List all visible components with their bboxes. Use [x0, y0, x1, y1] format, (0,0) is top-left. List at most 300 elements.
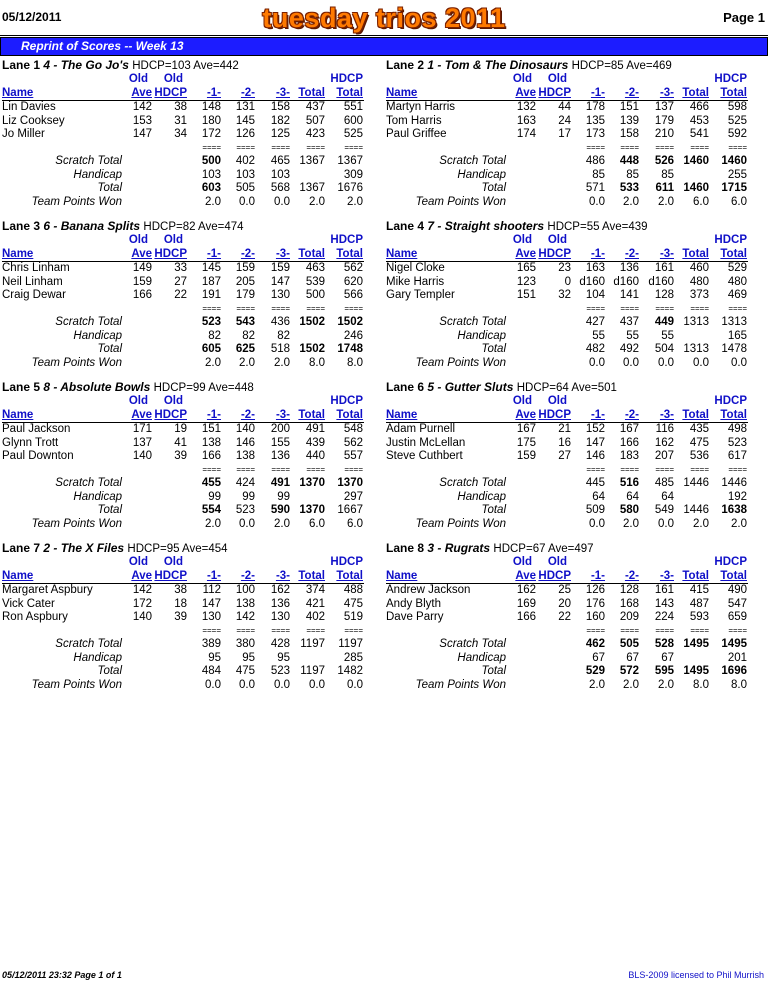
total-row-value: 1748 — [337, 343, 363, 355]
team-points-row-value: 8.0 — [309, 357, 325, 369]
lane-number: Lane 1 — [2, 58, 41, 72]
total-row-value: 1638 — [721, 504, 747, 516]
team-name: 4 - The Go Jo's — [43, 58, 129, 72]
handicap-row-value: 82 — [208, 330, 221, 342]
player-score: 38 — [174, 101, 187, 113]
team-points-row-label: Team Points Won — [415, 518, 506, 530]
total-row-value: 571 — [585, 182, 605, 194]
team-points-row-label: Team Points Won — [31, 518, 122, 530]
player-score: 166 — [516, 611, 536, 623]
team-points-row-value: 0.0 — [239, 679, 255, 691]
handicap-row-label: Handicap — [457, 169, 506, 181]
separator-mark: ==== — [728, 626, 747, 635]
player-score: 130 — [201, 611, 221, 623]
footer-license: BLS-2009 licensed to Phil Murrish — [628, 970, 764, 980]
team-info: HDCP=82 Ave=474 — [143, 221, 244, 233]
col-header-ave: Ave — [131, 409, 152, 421]
player-score: 123 — [516, 275, 536, 288]
scratch-total-label: Scratch Total — [439, 477, 506, 489]
scratch-total-label: Scratch Total — [439, 638, 506, 650]
handicap-row-value: 67 — [661, 652, 674, 664]
scratch-total-value: 448 — [619, 155, 639, 167]
handicap-row-value: 103 — [201, 169, 221, 181]
handicap-row-value: 99 — [208, 491, 221, 503]
player-score: 25 — [558, 584, 571, 596]
team-points-row-label: Team Points Won — [415, 357, 506, 369]
player-score: 149 — [132, 262, 152, 274]
banner-text: Reprint of Scores -- Week 13 — [21, 39, 184, 53]
scratch-total-value: 1460 — [683, 155, 709, 167]
team-points-row-value: 0.0 — [274, 679, 290, 691]
player-score: 138 — [235, 597, 255, 610]
player-score: 182 — [270, 114, 290, 127]
player-score: 131 — [235, 101, 255, 113]
player-score: 162 — [516, 584, 536, 596]
separator-mark: ==== — [655, 626, 674, 635]
total-row-value: 1715 — [721, 182, 747, 194]
col-header-ave: Ave — [131, 248, 152, 260]
player-score: 21 — [558, 423, 571, 435]
handicap-row-label: Handicap — [73, 169, 122, 181]
lane-heading — [386, 380, 617, 394]
player-score: 562 — [343, 436, 363, 449]
player-score: 566 — [343, 289, 363, 301]
player-score: 147 — [585, 436, 605, 449]
team-points-row-value: 2.0 — [589, 679, 605, 691]
player-score: 519 — [343, 611, 363, 623]
player-score: 143 — [654, 597, 674, 610]
handicap-row-value: 99 — [242, 491, 255, 503]
player-score: 162 — [654, 436, 674, 449]
team-points-row-label: Team Points Won — [415, 196, 506, 208]
col-header-g1: -1- — [206, 87, 221, 99]
separator-mark: ==== — [690, 626, 709, 635]
handicap-row-value: 85 — [661, 169, 674, 181]
scratch-total-value: 424 — [235, 477, 255, 489]
handicap-row-value: 85 — [626, 169, 639, 181]
player-score: 187 — [201, 275, 221, 288]
col-hdcp-total-top: HDCP — [714, 395, 747, 407]
scratch-total-value: 1495 — [721, 638, 747, 650]
scratch-total-value: 1502 — [299, 316, 325, 328]
player-score: 22 — [174, 289, 187, 301]
total-row-value: 1502 — [299, 343, 325, 355]
player-score: 224 — [654, 611, 674, 623]
col-header-ave: Ave — [515, 87, 536, 99]
player-score: 159 — [235, 262, 255, 274]
player-score: 466 — [689, 101, 709, 113]
scratch-total-label: Scratch Total — [55, 316, 122, 328]
player-score: 138 — [235, 450, 255, 462]
col-header-g2: -2- — [240, 87, 255, 99]
player-score: 142 — [132, 101, 152, 113]
scratch-total-value: 402 — [235, 155, 255, 167]
separator-mark: ==== — [728, 465, 747, 474]
team-points-row-value: 2.0 — [274, 518, 290, 530]
total-row-value: 523 — [235, 504, 255, 516]
col-old-ave: Old — [128, 395, 148, 407]
player-name: Liz Cooksey — [2, 114, 65, 127]
player-score: 159 — [270, 262, 290, 274]
handicap-row-value: 201 — [727, 652, 747, 664]
player-score: 598 — [727, 101, 747, 113]
lane-block — [384, 541, 766, 699]
total-row-value: 509 — [585, 504, 605, 516]
player-score: 536 — [689, 450, 709, 462]
scratch-total-value: 485 — [654, 477, 674, 489]
player-score: 18 — [174, 597, 187, 610]
col-old-hdcp: Old — [547, 73, 567, 85]
player-score: 167 — [516, 423, 536, 435]
player-score: 179 — [654, 114, 674, 127]
player-score: 207 — [654, 450, 674, 462]
col-header-total: Total — [682, 409, 709, 421]
lane-heading — [386, 58, 672, 72]
team-points-row-value: 0.0 — [589, 196, 605, 208]
col-header-g2: -2- — [240, 570, 255, 582]
player-score: 159 — [132, 275, 152, 288]
total-row-value: 484 — [201, 665, 221, 677]
separator-mark: ==== — [690, 143, 709, 152]
total-row-label: Total — [481, 504, 506, 516]
player-score: 136 — [619, 262, 639, 274]
col-header-total: Total — [298, 409, 325, 421]
player-score: 191 — [201, 289, 221, 301]
player-score: 147 — [201, 597, 221, 610]
player-score: 135 — [585, 114, 605, 127]
player-score: 551 — [343, 101, 363, 113]
player-score: 24 — [558, 114, 571, 127]
player-score: 130 — [270, 289, 290, 301]
player-score: 480 — [727, 275, 747, 288]
player-score: 402 — [305, 611, 325, 623]
separator-mark: ==== — [586, 626, 605, 635]
player-score: 500 — [305, 289, 325, 301]
col-header-hdcp: HDCP — [154, 409, 187, 421]
player-score: 39 — [174, 450, 187, 462]
player-score: 100 — [235, 584, 255, 596]
page-number: Page 1 — [723, 10, 765, 25]
title-rule — [0, 35, 768, 36]
player-score: 138 — [201, 436, 221, 449]
player-score: 16 — [558, 436, 571, 449]
player-score: 547 — [727, 597, 747, 610]
player-score: 469 — [727, 289, 747, 301]
team-points-row-value: 2.0 — [309, 196, 325, 208]
separator-mark: ==== — [344, 304, 363, 313]
total-row-value: 504 — [654, 343, 674, 355]
total-row-value: 1667 — [337, 504, 363, 516]
col-old-ave: Old — [512, 73, 532, 85]
col-old-ave: Old — [128, 556, 148, 568]
player-score: 166 — [619, 436, 639, 449]
player-score: 161 — [654, 584, 674, 596]
lane-heading — [2, 541, 228, 555]
player-score: 125 — [270, 128, 290, 140]
separator-mark: ==== — [202, 465, 221, 474]
player-score: 490 — [727, 584, 747, 596]
separator-mark: ==== — [202, 143, 221, 152]
separator-mark: ==== — [620, 304, 639, 313]
total-row-value: 1367 — [299, 182, 325, 194]
col-header-g2: -2- — [624, 248, 639, 260]
team-points-row-value: 6.0 — [731, 196, 747, 208]
col-name: Name — [2, 570, 34, 582]
col-header-g1: -1- — [206, 409, 221, 421]
scratch-total-value: 389 — [201, 638, 221, 650]
player-name: Justin McLellan — [386, 436, 466, 449]
player-score: 440 — [305, 450, 325, 462]
handicap-row-value: 67 — [626, 652, 639, 664]
team-points-row-value: 0.0 — [309, 679, 325, 691]
player-score: 421 — [305, 597, 325, 610]
player-score: 128 — [619, 584, 639, 596]
player-score: 169 — [516, 597, 536, 610]
col-old-ave: Old — [128, 234, 148, 246]
player-score: 153 — [132, 114, 152, 127]
player-score: 20 — [558, 597, 571, 610]
player-score: 155 — [270, 436, 290, 449]
scratch-total-value: 1460 — [721, 155, 747, 167]
player-score: 200 — [270, 423, 290, 435]
col-header-g1: -1- — [590, 570, 605, 582]
player-score: 183 — [619, 450, 639, 462]
total-row-value: 1495 — [683, 665, 709, 677]
team-name: 7 - Straight shooters — [427, 219, 545, 233]
scratch-total-value: 465 — [270, 155, 290, 167]
total-row-value: 1446 — [683, 504, 709, 516]
player-score: 34 — [174, 128, 187, 140]
total-row-value: 605 — [201, 343, 221, 355]
lane-number: Lane 8 — [386, 541, 425, 555]
player-score: 163 — [516, 114, 536, 127]
separator-mark: ==== — [306, 143, 325, 152]
handicap-row-value: 55 — [592, 330, 605, 342]
player-score: 600 — [343, 114, 363, 127]
player-score: 525 — [727, 114, 747, 127]
team-info: HDCP=103 Ave=442 — [132, 60, 239, 72]
player-name: Chris Linham — [2, 262, 70, 274]
total-row-value: 568 — [270, 182, 290, 194]
player-score: 23 — [558, 262, 571, 274]
player-score: 44 — [558, 101, 571, 113]
player-score: 132 — [516, 101, 536, 113]
col-header-g2: -2- — [240, 248, 255, 260]
total-row-value: 1370 — [299, 504, 325, 516]
separator-mark: ==== — [344, 465, 363, 474]
player-score: 33 — [174, 262, 187, 274]
player-score: 140 — [235, 423, 255, 435]
player-name: Vick Cater — [2, 597, 55, 610]
handicap-row-value: 64 — [592, 491, 605, 503]
player-score: d160 — [613, 275, 639, 288]
team-points-row-label: Team Points Won — [415, 679, 506, 691]
player-score: 205 — [235, 275, 255, 288]
team-points-row-value: 8.0 — [693, 679, 709, 691]
total-row-value: 554 — [201, 504, 221, 516]
player-score: 179 — [235, 289, 255, 301]
player-score: 160 — [585, 611, 605, 623]
player-score: 453 — [689, 114, 709, 127]
total-row-value: 518 — [270, 343, 290, 355]
lane-block — [0, 58, 382, 216]
total-row-value: 1478 — [721, 343, 747, 355]
col-old-ave: Old — [512, 234, 532, 246]
player-score: 165 — [516, 262, 536, 274]
total-row-value: 611 — [655, 182, 674, 194]
total-row-value: 1313 — [683, 343, 709, 355]
player-name: Tom Harris — [386, 114, 442, 127]
col-name: Name — [386, 409, 418, 421]
player-score: 27 — [174, 275, 187, 288]
player-score: 32 — [558, 289, 571, 301]
col-header-g3: -3- — [659, 87, 674, 99]
col-header-g1: -1- — [590, 87, 605, 99]
separator-mark: ==== — [620, 626, 639, 635]
player-score: 104 — [585, 289, 605, 301]
col-header-g1: -1- — [206, 248, 221, 260]
player-score: 175 — [516, 436, 536, 449]
col-header-hdcp_total: Total — [720, 87, 747, 99]
total-row-value: 1696 — [721, 665, 747, 677]
player-score: 480 — [689, 275, 709, 288]
lane-block — [0, 219, 382, 377]
total-row-value: 492 — [619, 343, 639, 355]
player-score: 136 — [270, 450, 290, 462]
player-score: 128 — [654, 289, 674, 301]
col-header-g1: -1- — [590, 248, 605, 260]
player-score: 415 — [689, 584, 709, 596]
player-score: 210 — [654, 128, 674, 140]
player-score: 178 — [585, 101, 605, 113]
separator-mark: ==== — [271, 465, 290, 474]
total-row-value: 549 — [654, 504, 674, 516]
col-old-ave: Old — [128, 73, 148, 85]
player-score: 147 — [270, 275, 290, 288]
player-score: 146 — [235, 436, 255, 449]
lane-heading — [386, 219, 648, 233]
player-score: 439 — [305, 436, 325, 449]
lane-block — [384, 58, 766, 216]
col-header-hdcp: HDCP — [538, 570, 571, 582]
lane-heading — [2, 58, 239, 72]
separator-mark: ==== — [655, 465, 674, 474]
player-name: Andy Blyth — [386, 597, 441, 610]
scratch-total-value: 455 — [201, 477, 221, 489]
handicap-row-label: Handicap — [73, 330, 122, 342]
player-score: 592 — [727, 128, 747, 140]
team-points-row-value: 0.0 — [589, 357, 605, 369]
total-row-label: Total — [97, 182, 122, 194]
col-hdcp-total-top: HDCP — [714, 234, 747, 246]
total-row-value: 572 — [619, 665, 639, 677]
player-name: Glynn Trott — [2, 436, 59, 449]
player-score: 162 — [270, 584, 290, 596]
player-score: 126 — [235, 128, 255, 140]
team-points-row-value: 0.0 — [658, 518, 674, 530]
separator-mark: ==== — [586, 143, 605, 152]
team-points-row-value: 8.0 — [347, 357, 363, 369]
player-score: d160 — [579, 275, 605, 288]
team-points-row-value: 0.0 — [589, 518, 605, 530]
lane-number: Lane 6 — [386, 380, 425, 394]
scratch-total-label: Scratch Total — [439, 316, 506, 328]
player-name: Lin Davies — [2, 101, 56, 113]
team-name: 5 - Gutter Sluts — [427, 380, 514, 394]
team-info: HDCP=64 Ave=501 — [516, 382, 617, 394]
handicap-row-value: 67 — [592, 652, 605, 664]
col-header-hdcp: HDCP — [154, 248, 187, 260]
player-score: 487 — [689, 597, 709, 610]
col-header-ave: Ave — [515, 248, 536, 260]
total-row-value: 529 — [585, 665, 605, 677]
player-score: 159 — [516, 450, 536, 462]
team-points-row-label: Team Points Won — [31, 679, 122, 691]
total-row-value: 595 — [654, 665, 674, 677]
handicap-row-value: 55 — [661, 330, 674, 342]
player-score: 539 — [305, 275, 325, 288]
col-header-total: Total — [298, 87, 325, 99]
player-score: 176 — [585, 597, 605, 610]
lane-number: Lane 3 — [2, 219, 41, 233]
player-score: 27 — [558, 450, 571, 462]
player-name: Paul Downton — [2, 450, 74, 462]
player-score: 139 — [619, 114, 639, 127]
handicap-row-value: 309 — [343, 169, 363, 181]
col-header-total: Total — [298, 248, 325, 260]
separator-mark: ==== — [344, 143, 363, 152]
team-name: 8 - Absolute Bowls — [43, 380, 151, 394]
player-score: 166 — [201, 450, 221, 462]
scratch-total-value: 1370 — [299, 477, 325, 489]
handicap-row-value: 95 — [208, 652, 221, 664]
scratch-total-value: 1502 — [337, 316, 363, 328]
separator-mark: ==== — [586, 465, 605, 474]
col-old-ave: Old — [512, 556, 532, 568]
col-header-g1: -1- — [590, 409, 605, 421]
separator-mark: ==== — [236, 304, 255, 313]
total-row-value: 580 — [619, 504, 639, 516]
team-points-row-value: 2.0 — [347, 196, 363, 208]
col-hdcp-total-top: HDCP — [714, 73, 747, 85]
player-score: 38 — [174, 584, 187, 596]
scratch-total-value: 437 — [619, 316, 639, 328]
handicap-row-value: 246 — [343, 330, 363, 342]
player-name: Craig Dewar — [2, 289, 66, 301]
team-name: 6 - Banana Splits — [43, 219, 141, 233]
col-header-g3: -3- — [659, 570, 674, 582]
total-row-value: 1460 — [683, 182, 709, 194]
scratch-total-value: 491 — [270, 477, 290, 489]
player-name: Nigel Cloke — [386, 262, 445, 274]
player-score: 112 — [202, 584, 221, 596]
scratch-total-value: 486 — [585, 155, 605, 167]
handicap-row-value: 165 — [727, 330, 747, 342]
team-info: HDCP=99 Ave=448 — [153, 382, 254, 394]
scratch-total-value: 528 — [654, 638, 674, 650]
scratch-total-label: Scratch Total — [55, 477, 122, 489]
handicap-row-value: 255 — [727, 169, 747, 181]
scratch-total-value: 427 — [585, 316, 605, 328]
lane-block — [0, 380, 382, 538]
separator-mark: ==== — [306, 626, 325, 635]
col-header-total: Total — [682, 570, 709, 582]
lane-block — [0, 541, 382, 699]
col-header-hdcp_total: Total — [336, 248, 363, 260]
player-score: 529 — [727, 262, 747, 274]
col-header-hdcp: HDCP — [538, 87, 571, 99]
player-score: 172 — [201, 128, 221, 140]
